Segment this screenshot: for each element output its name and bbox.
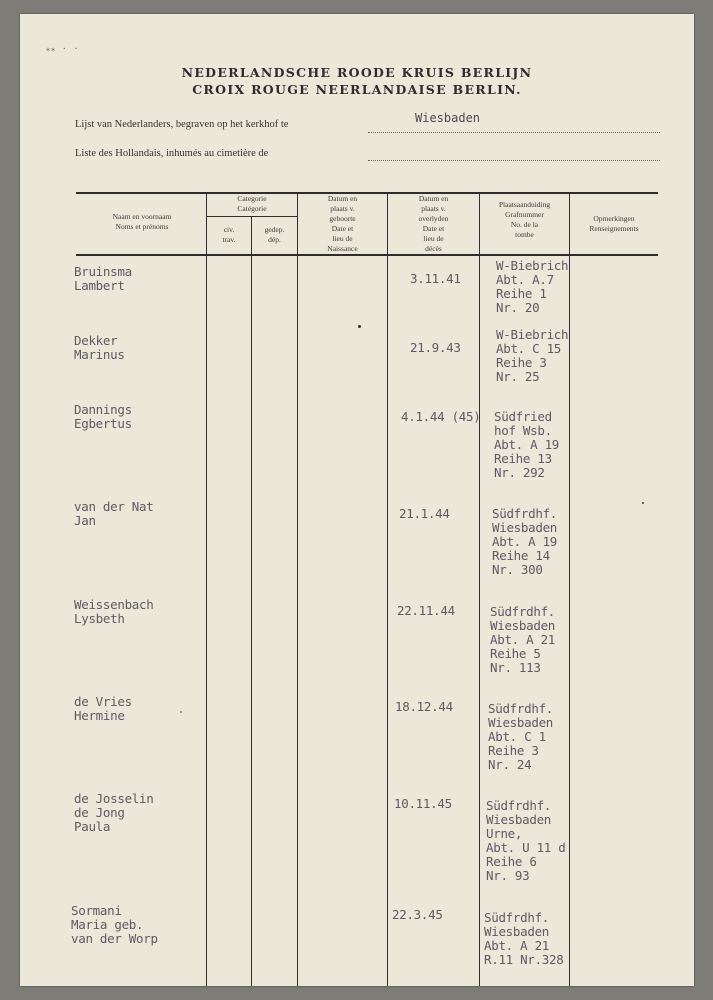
header-gedep — [252, 225, 297, 245]
entry-name — [74, 500, 153, 528]
header-death-line: décès — [425, 244, 442, 253]
header-birth-line: geboorte — [329, 214, 356, 223]
header-grave — [480, 200, 569, 240]
header-civ-dutch: civ. — [223, 225, 235, 234]
grave-line: Wiesbaden — [486, 812, 552, 827]
grave-line: Reihe 3 — [488, 743, 539, 758]
dotted-fill-line-1 — [368, 132, 660, 133]
entry-name — [74, 695, 132, 723]
grave-line: Südfrdhf. — [490, 604, 556, 619]
entry-grave — [494, 410, 559, 480]
grave-line: Südfried — [494, 409, 552, 424]
ink-speck — [180, 711, 182, 713]
header-birth-line: Datum en — [327, 194, 358, 203]
grave-line: Reihe 3 — [496, 355, 547, 370]
entry-date: 3.11.41 — [410, 271, 461, 286]
entry-name — [74, 792, 153, 834]
header-birth-line: lieu de — [332, 234, 353, 243]
name-line: Dannings — [74, 402, 132, 417]
header-category-french: Catégorie — [237, 204, 267, 213]
grave-line: Abt. A 21 — [484, 938, 550, 953]
header-category — [207, 194, 297, 214]
grave-line: Wiesbaden — [492, 520, 558, 535]
header-death-line: Date et — [422, 224, 445, 233]
title-french: CROIX ROUGE NEERLANDAISE BERLIN. — [192, 82, 522, 97]
header-birth-line: Naissance — [327, 244, 358, 253]
entry-grave — [484, 911, 563, 967]
table-header-rule — [76, 254, 658, 256]
name-line: Lysbeth — [74, 611, 125, 626]
entry-name — [74, 598, 153, 626]
header-grave-line: No. de la — [510, 220, 539, 229]
header-gedep-dutch: gedep. — [264, 225, 285, 234]
col-divider-4 — [387, 192, 388, 986]
grave-line: Wiesbaden — [490, 618, 556, 633]
entry-grave — [490, 605, 555, 675]
header-category-dutch: Categorie — [237, 194, 267, 203]
header-civ — [207, 225, 251, 245]
header-name-dutch: Naam en voornaam — [112, 212, 172, 221]
entry-name — [71, 904, 158, 946]
grave-line: Urne, — [486, 826, 523, 841]
cemetery-label-french: Liste des Hollandais, inhumés au cimetière de — [75, 148, 269, 159]
entry-date: 22.3.45 — [392, 907, 443, 922]
title-dutch: NEDERLANDSCHE ROODE KRUIS BERLIJN — [181, 65, 533, 80]
header-death — [388, 194, 479, 254]
grave-line: Südfrdhf. — [488, 701, 554, 716]
grave-line: Nr. 20 — [496, 300, 540, 315]
header-remarks-french: Renseignements — [589, 224, 639, 233]
grave-line: Wiesbaden — [488, 715, 554, 730]
name-line: Dekker — [74, 333, 118, 348]
entry-name — [74, 403, 132, 431]
col-divider-2 — [251, 216, 252, 986]
grave-line: Abt. U 11 d — [486, 840, 566, 855]
category-sub-rule — [207, 216, 297, 217]
grave-line: Südfrdhf. — [484, 910, 550, 925]
document-page — [20, 14, 694, 986]
entry-date: 10.11.45 — [394, 796, 452, 811]
grave-line: Abt. A 19 — [492, 534, 558, 549]
grave-line: hof Wsb. — [494, 423, 552, 438]
header-remarks — [570, 214, 658, 234]
name-line: Hermine — [74, 708, 125, 723]
name-line: Maria geb. — [71, 917, 144, 932]
cemetery-name: Wiesbaden — [415, 111, 481, 125]
header-gedep-french: dép. — [268, 235, 281, 244]
header-grave-line: Grafnummer — [505, 210, 544, 219]
header-death-line: lieu de — [423, 234, 444, 243]
grave-line: Reihe 13 — [494, 451, 552, 466]
grave-line: W-Biebrich — [496, 327, 569, 342]
header-birth-line: plaats v. — [330, 204, 355, 213]
cemetery-label-dutch: Lijst van Nederlanders, begraven op het kerkhof te — [75, 119, 289, 130]
name-line: Marinus — [74, 347, 125, 362]
name-line: Bruinsma — [74, 264, 132, 279]
grave-line: Wiesbaden — [484, 924, 550, 939]
grave-line: Reihe 6 — [486, 854, 537, 869]
name-line: de Jong — [74, 805, 125, 820]
dotted-fill-line-2 — [368, 160, 660, 161]
header-death-line: Datum en — [418, 194, 449, 203]
grave-line: Nr. 292 — [494, 465, 545, 480]
header-birth — [298, 194, 387, 254]
entry-grave — [496, 328, 568, 384]
col-divider-6 — [569, 192, 570, 986]
header-name-french: Noms et prénoms — [115, 222, 169, 231]
col-divider-5 — [479, 192, 480, 986]
header-civ-french: trav. — [222, 235, 236, 244]
name-line: Paula — [74, 819, 111, 834]
grave-line: Nr. 93 — [486, 868, 530, 883]
name-line: de Vries — [74, 694, 132, 709]
grave-line: Nr. 25 — [496, 369, 540, 384]
name-line: Jan — [74, 513, 96, 528]
name-line: Lambert — [74, 278, 125, 293]
name-line: Egbertus — [74, 416, 132, 431]
entry-grave — [496, 259, 568, 315]
name-line: van der Worp — [71, 931, 158, 946]
grave-line: Reihe 1 — [496, 286, 547, 301]
grave-line: Reihe 5 — [490, 646, 541, 661]
grave-line: Abt. C 15 — [496, 341, 562, 356]
name-line: Weissenbach — [74, 597, 154, 612]
grave-line: Abt. C 1 — [488, 729, 546, 744]
grave-line: Abt. A.7 — [496, 272, 554, 287]
entry-date: 22.11.44 — [397, 603, 455, 618]
entry-grave — [486, 799, 565, 883]
grave-line: Nr. 113 — [490, 660, 541, 675]
col-divider-3 — [297, 192, 298, 986]
entry-grave — [492, 507, 557, 577]
grave-line: W-Biebrich — [496, 258, 569, 273]
ink-speck — [358, 325, 361, 328]
grave-line: Nr. 24 — [488, 757, 532, 772]
corner-mark: ⁎⁎ · · — [46, 44, 80, 53]
entry-grave — [488, 702, 553, 772]
header-death-line: plaats v. — [421, 204, 446, 213]
grave-line: Südfrdhf. — [486, 798, 552, 813]
name-line: Sormani — [71, 903, 122, 918]
entry-date: 21.1.44 — [399, 506, 450, 521]
ink-speck — [642, 502, 644, 504]
header-birth-line: Date et — [331, 224, 354, 233]
entry-date: 21.9.43 — [410, 340, 461, 355]
name-line: van der Nat — [74, 499, 154, 514]
grave-line: Abt. A 21 — [490, 632, 556, 647]
grave-line: Südfrdhf. — [492, 506, 558, 521]
entry-date: 4.1.44 (45) — [401, 409, 481, 424]
entry-name — [74, 334, 125, 362]
header-remarks-dutch: Opmerkingen — [593, 214, 635, 223]
header-grave-line: Plaatsaanduiding — [498, 200, 551, 209]
grave-line: Nr. 300 — [492, 562, 543, 577]
grave-line: Abt. A 19 — [494, 437, 560, 452]
grave-line: Reihe 14 — [492, 548, 550, 563]
entry-name — [74, 265, 132, 293]
header-grave-line: tombe — [515, 230, 534, 239]
header-name — [80, 212, 204, 232]
entry-date: 18.12.44 — [395, 699, 453, 714]
header-death-line: overlyden — [418, 214, 449, 223]
col-divider-1 — [206, 192, 207, 986]
name-line: de Josselin — [74, 791, 154, 806]
grave-line: R.11 Nr.328 — [484, 952, 564, 967]
